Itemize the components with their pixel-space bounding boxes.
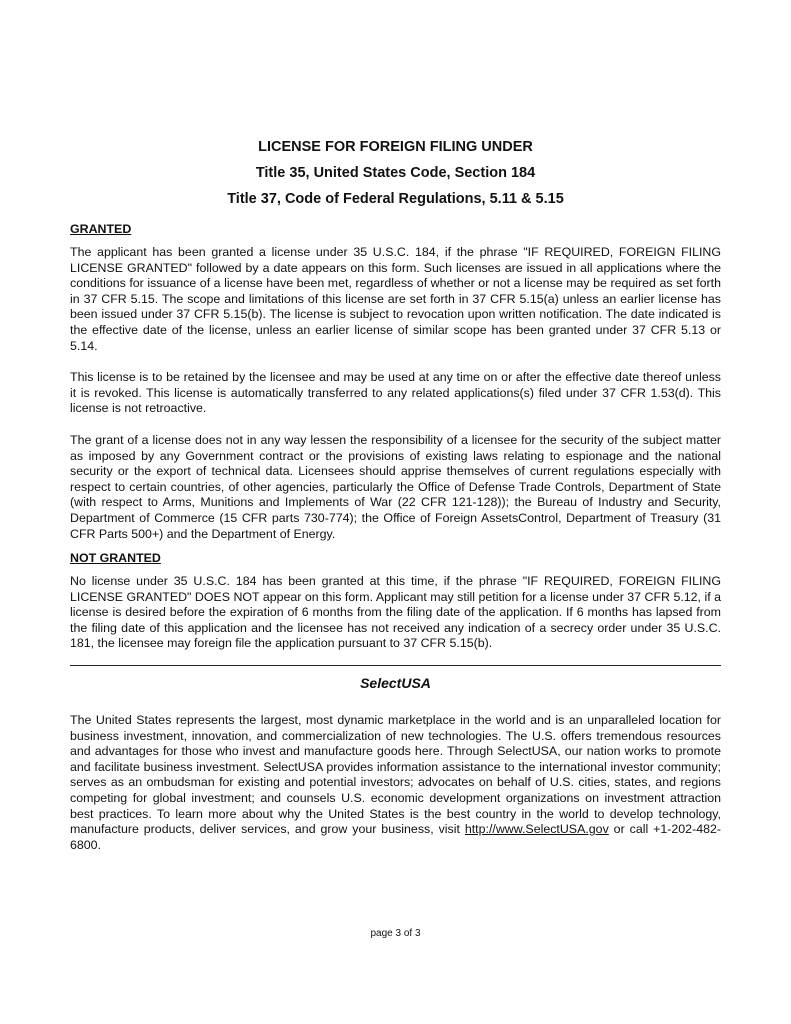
title-line-2: Title 35, United States Code, Section 184 (255, 165, 536, 181)
not-granted-heading: NOT GRANTED (70, 551, 161, 566)
section-divider (70, 665, 721, 666)
selectusa-link[interactable]: http://www.SelectUSA.gov (464, 822, 609, 837)
selectusa-title: SelectUSA (360, 675, 431, 692)
granted-heading: GRANTED (70, 222, 132, 236)
page-number: page 3 of 3 (370, 928, 421, 939)
title-line-1: LICENSE FOR FOREIGN FILING UNDER (258, 139, 533, 155)
selectusa-paragraph (70, 713, 721, 853)
document-title-block (0, 139, 791, 217)
not-granted-paragraph: No license under 35 U.S.C. 184 has been granted at this time, if the phrase "IF REQUIRED, FOREIGN FILING LICENSE GRANTED" DOES NOT appear on this form. Applicant may still petition for a license under 37 CFR 5.12, if a license is desired before the expiration of 6 months from the filing date of the application. If 6 months has lapsed from the filing date of this application and the licensee has not received any indication of a secrecy order under 35 U.S.C. 181, the licensee may foreign file the application pursuant to 37 CFR 5.15(b). (70, 574, 721, 651)
granted-paragraph-3: The grant of a license does not in any way lessen the responsibility of a licensee for the security of the subject matter as imposed by any Government contract or the provisions of existing laws relating to espionage and the national security or the export of technical data. Licensees should apprise themselves of current regulations especially with respect to certain countries, of other agencies, particularly the Office of Defense Trade Controls, Department of State (with respect to Arms, Munitions and Implements of War (22 CFR 121-128)); the Bureau of Industry and Security, Department of Commerce (15 CFR parts 730-774); the Office of Foreign AssetsControl, Department of Treasury (31 CFR Parts 500+) and the Department of Energy. (70, 432, 721, 541)
document-body (70, 221, 721, 853)
granted-paragraph-2: This license is to be retained by the licensee and may be used at any time on or after the effective date thereof unless it is revoked. This license is automatically transferred to any related applications(s) filed under 37 CFR 1.53(d). This license is not retroactive. (70, 370, 721, 416)
title-line-3: Title 37, Code of Federal Regulations, 5.11 & 5.15 (227, 191, 564, 207)
selectusa-body-text: The United States represents the largest, most dynamic marketplace in the world and is an unparalleled location for business investment, innovation, and commercialization of new technologies. The U.S. offers tremendous resources and advantages for those who invest and manufacture goods here. Through SelectUSA, our nation works to promote and facilitate business investment. SelectUSA provides information assistance to the international investor community; serves as an ombudsman for existing and potential investors; advocates on behalf of U.S. cities, states, and regions competing for global investment; and counsels U.S. economic development organizations on investment attraction best practices. To learn more about why the United States is the best country in the world to develop technology, manufacture products, deliver services, and grow your business, visit (70, 713, 721, 837)
granted-paragraph-1: The applicant has been granted a license under 35 U.S.C. 184, if the phrase "IF REQUIRED, FOREIGN FILING LICENSE GRANTED" followed by a date appears on this form. Such licenses are issued in all applications where the conditions for issuance of a license have been met, regardless of whether or not a license may be required as set forth in 37 CFR 5.15. The scope and limitations of this license are set forth in 37 CFR 5.15(a) unless an earlier license has been issued under 37 CFR 5.15(b). The license is subject to revocation upon written notification. The date indicated is the effective date of the license, unless an earlier license of similar scope has been granted under 37 CFR 5.13 or 5.14. (70, 245, 721, 353)
selectusa-phone-text: or call +1-202-482-6800. (70, 822, 721, 852)
